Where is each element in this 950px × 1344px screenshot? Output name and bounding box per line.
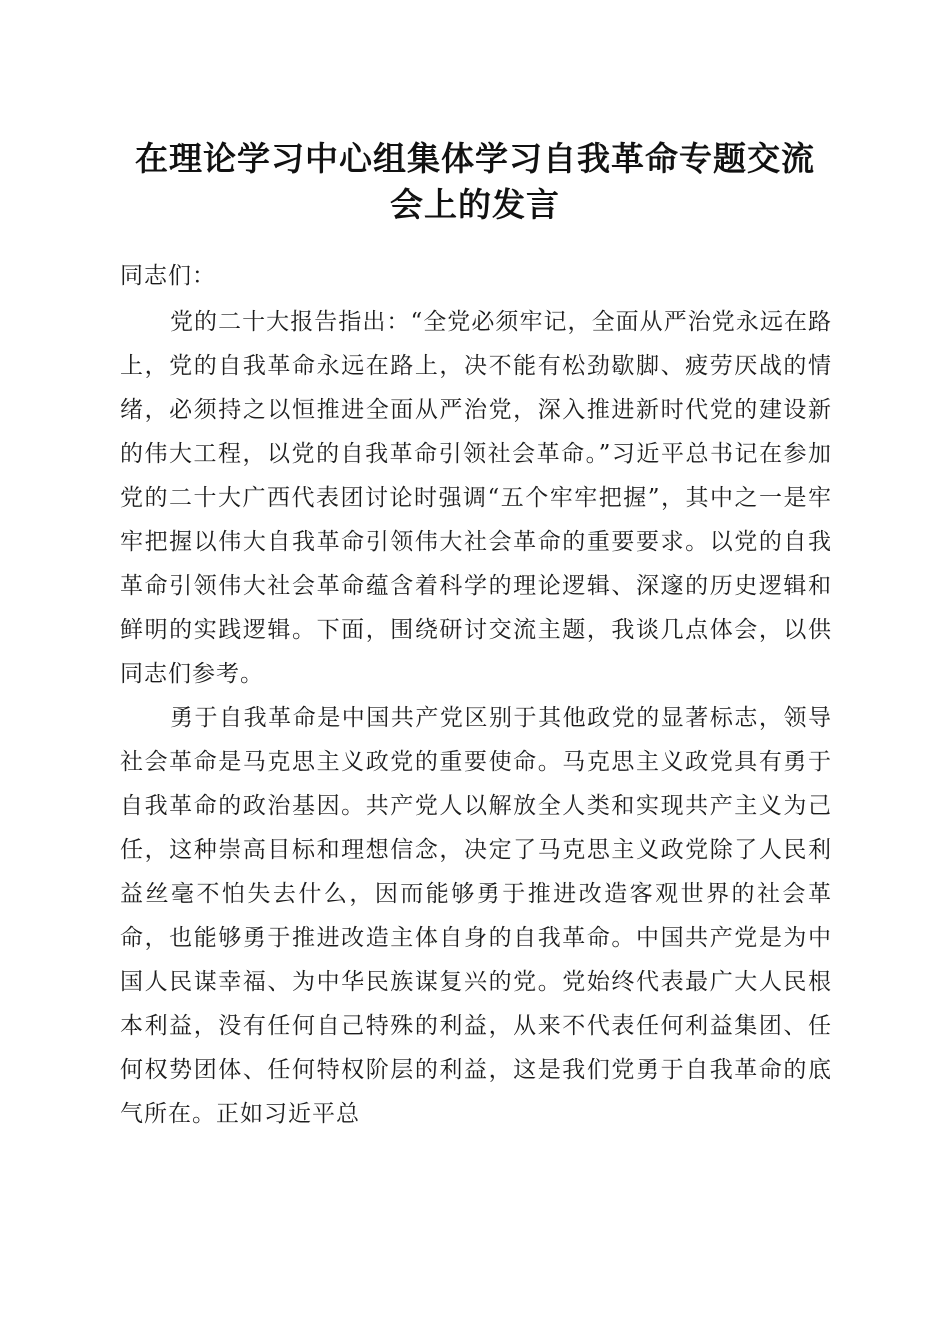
paragraph: 勇于自我革命是中国共产党区别于其他政党的显著标志，领导社会革命是马克思主义政党的重要使命。马克思主义政党具有勇于自我革命的政治基因。共产党人以解放全人类和实现共产主义为己任，这种崇高目标和理想信念，决定了马克思主义政党除了人民利益丝毫不怕失去什么，因而能够勇于推进改造客观世界的社会革命，也能够勇于推进改造主体自身的自我革命。中国共产党是为中国人民谋幸福、为中华民族谋复兴的党。党始终代表最广大人民根本利益，没有任何自己特殊的利益，从来不代表任何利益集团、任何权势团体、任何特权阶层的利益，这是我们党勇于自我革命的底气所在。正如习近平总 [120,705,832,1127]
paragraph: 党的二十大报告指出：“全党必须牢记，全面从严治党永远在路上，党的自我革命永远在路上，决不能有松劲歇脚、疲劳厌战的情绪，必须持之以恒推进全面从严治党，深入推进新时代党的建设新的伟大工程，以党的自我革命引领社会革命。”习近平总书记在参加党的二十大广西代表团讨论时强调“五个牢牢把握”，其中之一是牢牢把握以伟大自我革命引领伟大社会革命的重要要求。以党的自我革命引领伟大社会革命蕴含着科学的理论逻辑、深邃的历史逻辑和鲜明的实践逻辑。下面，围绕研讨交流主题，我谈几点体会，以供同志们参考。 [120,309,832,687]
title-line-2: 会上的发言 [390,185,560,224]
document-title [110,136,840,228]
salutation: 同志们： [120,263,216,289]
document-body [120,254,832,1136]
title-line-1: 在理论学习中心组集体学习自我革命专题交流 [135,139,815,178]
